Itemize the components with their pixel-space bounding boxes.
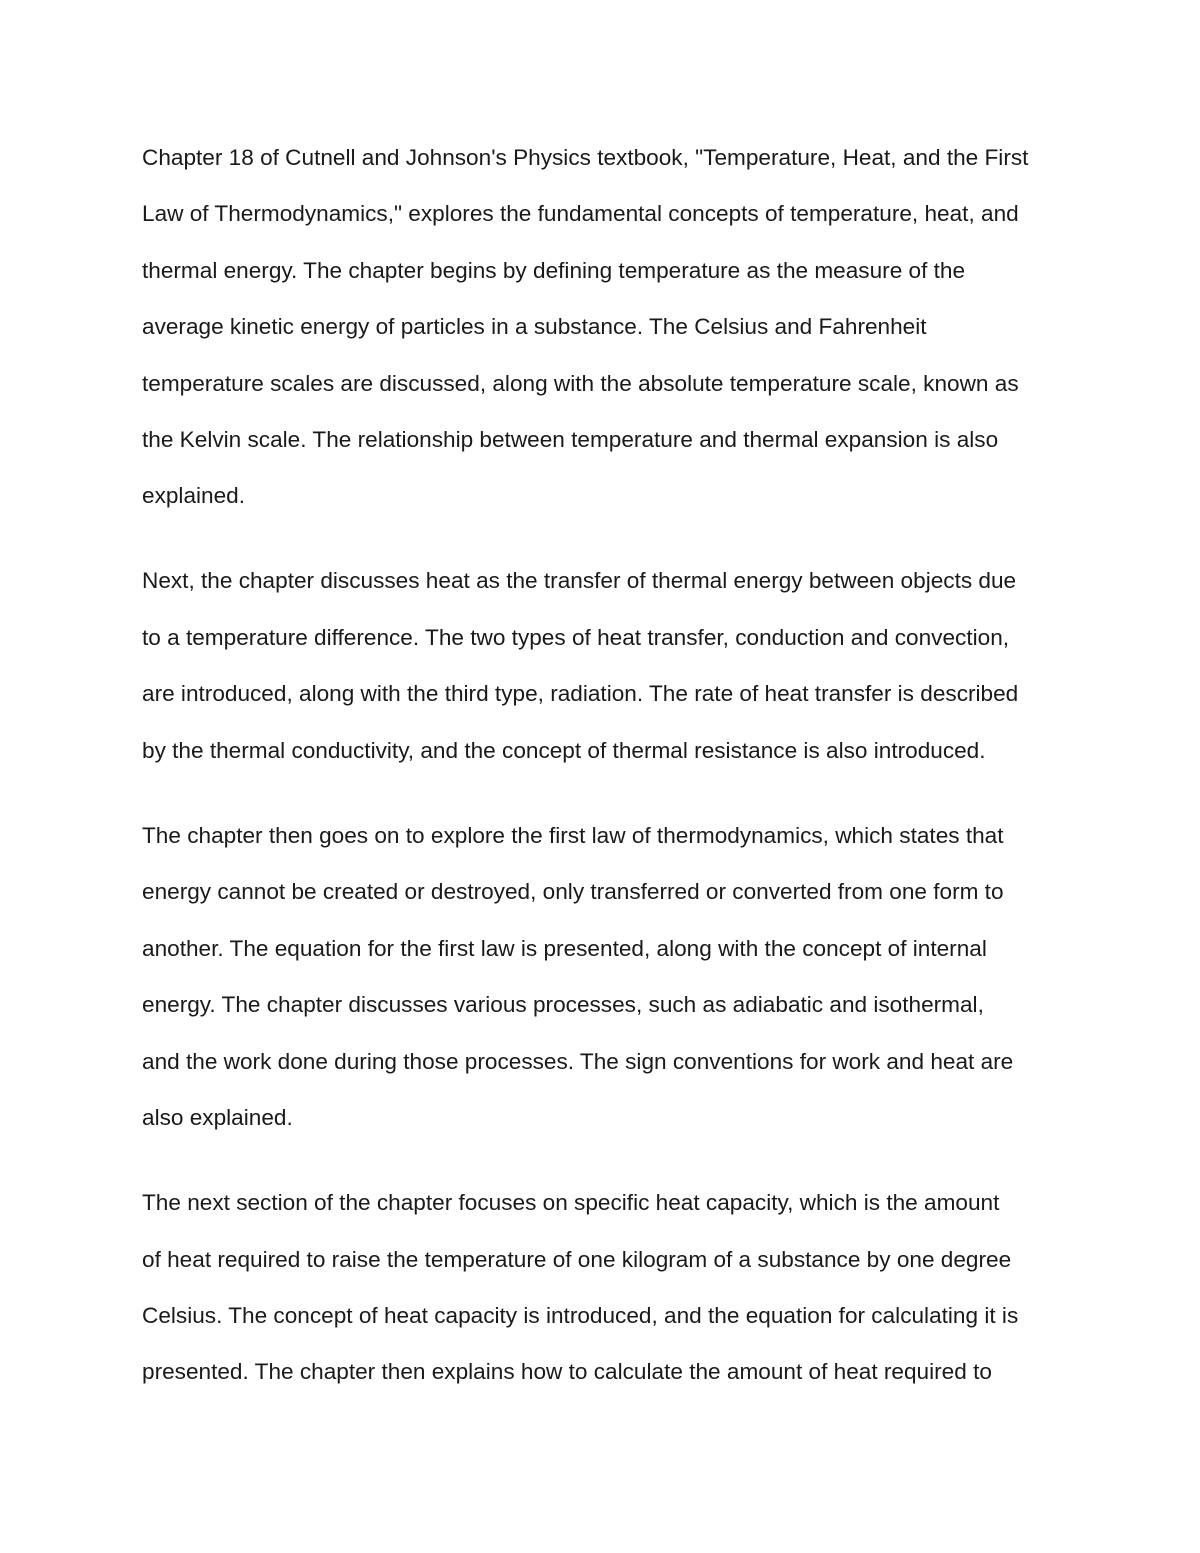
paragraph-line: by the thermal conductivity, and the concept of thermal resistance is also introduced.: [142, 738, 986, 763]
paragraph-line: to a temperature difference. The two types of heat transfer, conduction and convection,: [142, 625, 1010, 650]
paragraph-line: The next section of the chapter focuses on specific heat capacity, which is the amount: [142, 1190, 1000, 1215]
paragraph-line: Next, the chapter discusses heat as the transfer of thermal energy between objects due: [142, 568, 1017, 593]
paragraph-line: The chapter then goes on to explore the first law of thermodynamics, which states that: [142, 823, 1004, 848]
paragraph-line: presented. The chapter then explains how to calculate the amount of heat required to: [142, 1359, 992, 1384]
paragraph-line: and the work done during those processes. The sign conventions for work and heat are: [142, 1049, 1014, 1074]
paragraph-line: energy cannot be created or destroyed, only transferred or converted from one form to: [142, 879, 1004, 904]
paragraph-line: thermal energy. The chapter begins by defining temperature as the measure of the: [142, 258, 966, 283]
paragraph-line: of heat required to raise the temperature of one kilogram of a substance by one degree: [142, 1247, 1012, 1272]
paragraph-line: Chapter 18 of Cutnell and Johnson's Physics textbook, "Temperature, Heat, and the First: [142, 145, 1029, 170]
paragraph-line: Celsius. The concept of heat capacity is introduced, and the equation for calculating it is: [142, 1303, 1019, 1328]
paragraph-line: the Kelvin scale. The relationship between temperature and thermal expansion is also: [142, 427, 999, 452]
paragraph-line: energy. The chapter discusses various processes, such as adiabatic and isothermal,: [142, 992, 984, 1017]
paragraph-line: also explained.: [142, 1105, 293, 1130]
paragraph-line: are introduced, along with the third type, radiation. The rate of heat transfer is described: [142, 681, 1019, 706]
paragraph-line: another. The equation for the first law is presented, along with the concept of internal: [142, 936, 987, 961]
paragraph-line: explained.: [142, 483, 246, 508]
paragraph-line: average kinetic energy of particles in a substance. The Celsius and Fahrenheit: [142, 314, 927, 339]
paragraph-line: temperature scales are discussed, along with the absolute temperature scale, known as: [142, 371, 1019, 396]
paragraph-line: Law of Thermodynamics," explores the fundamental concepts of temperature, heat, and: [142, 201, 1019, 226]
